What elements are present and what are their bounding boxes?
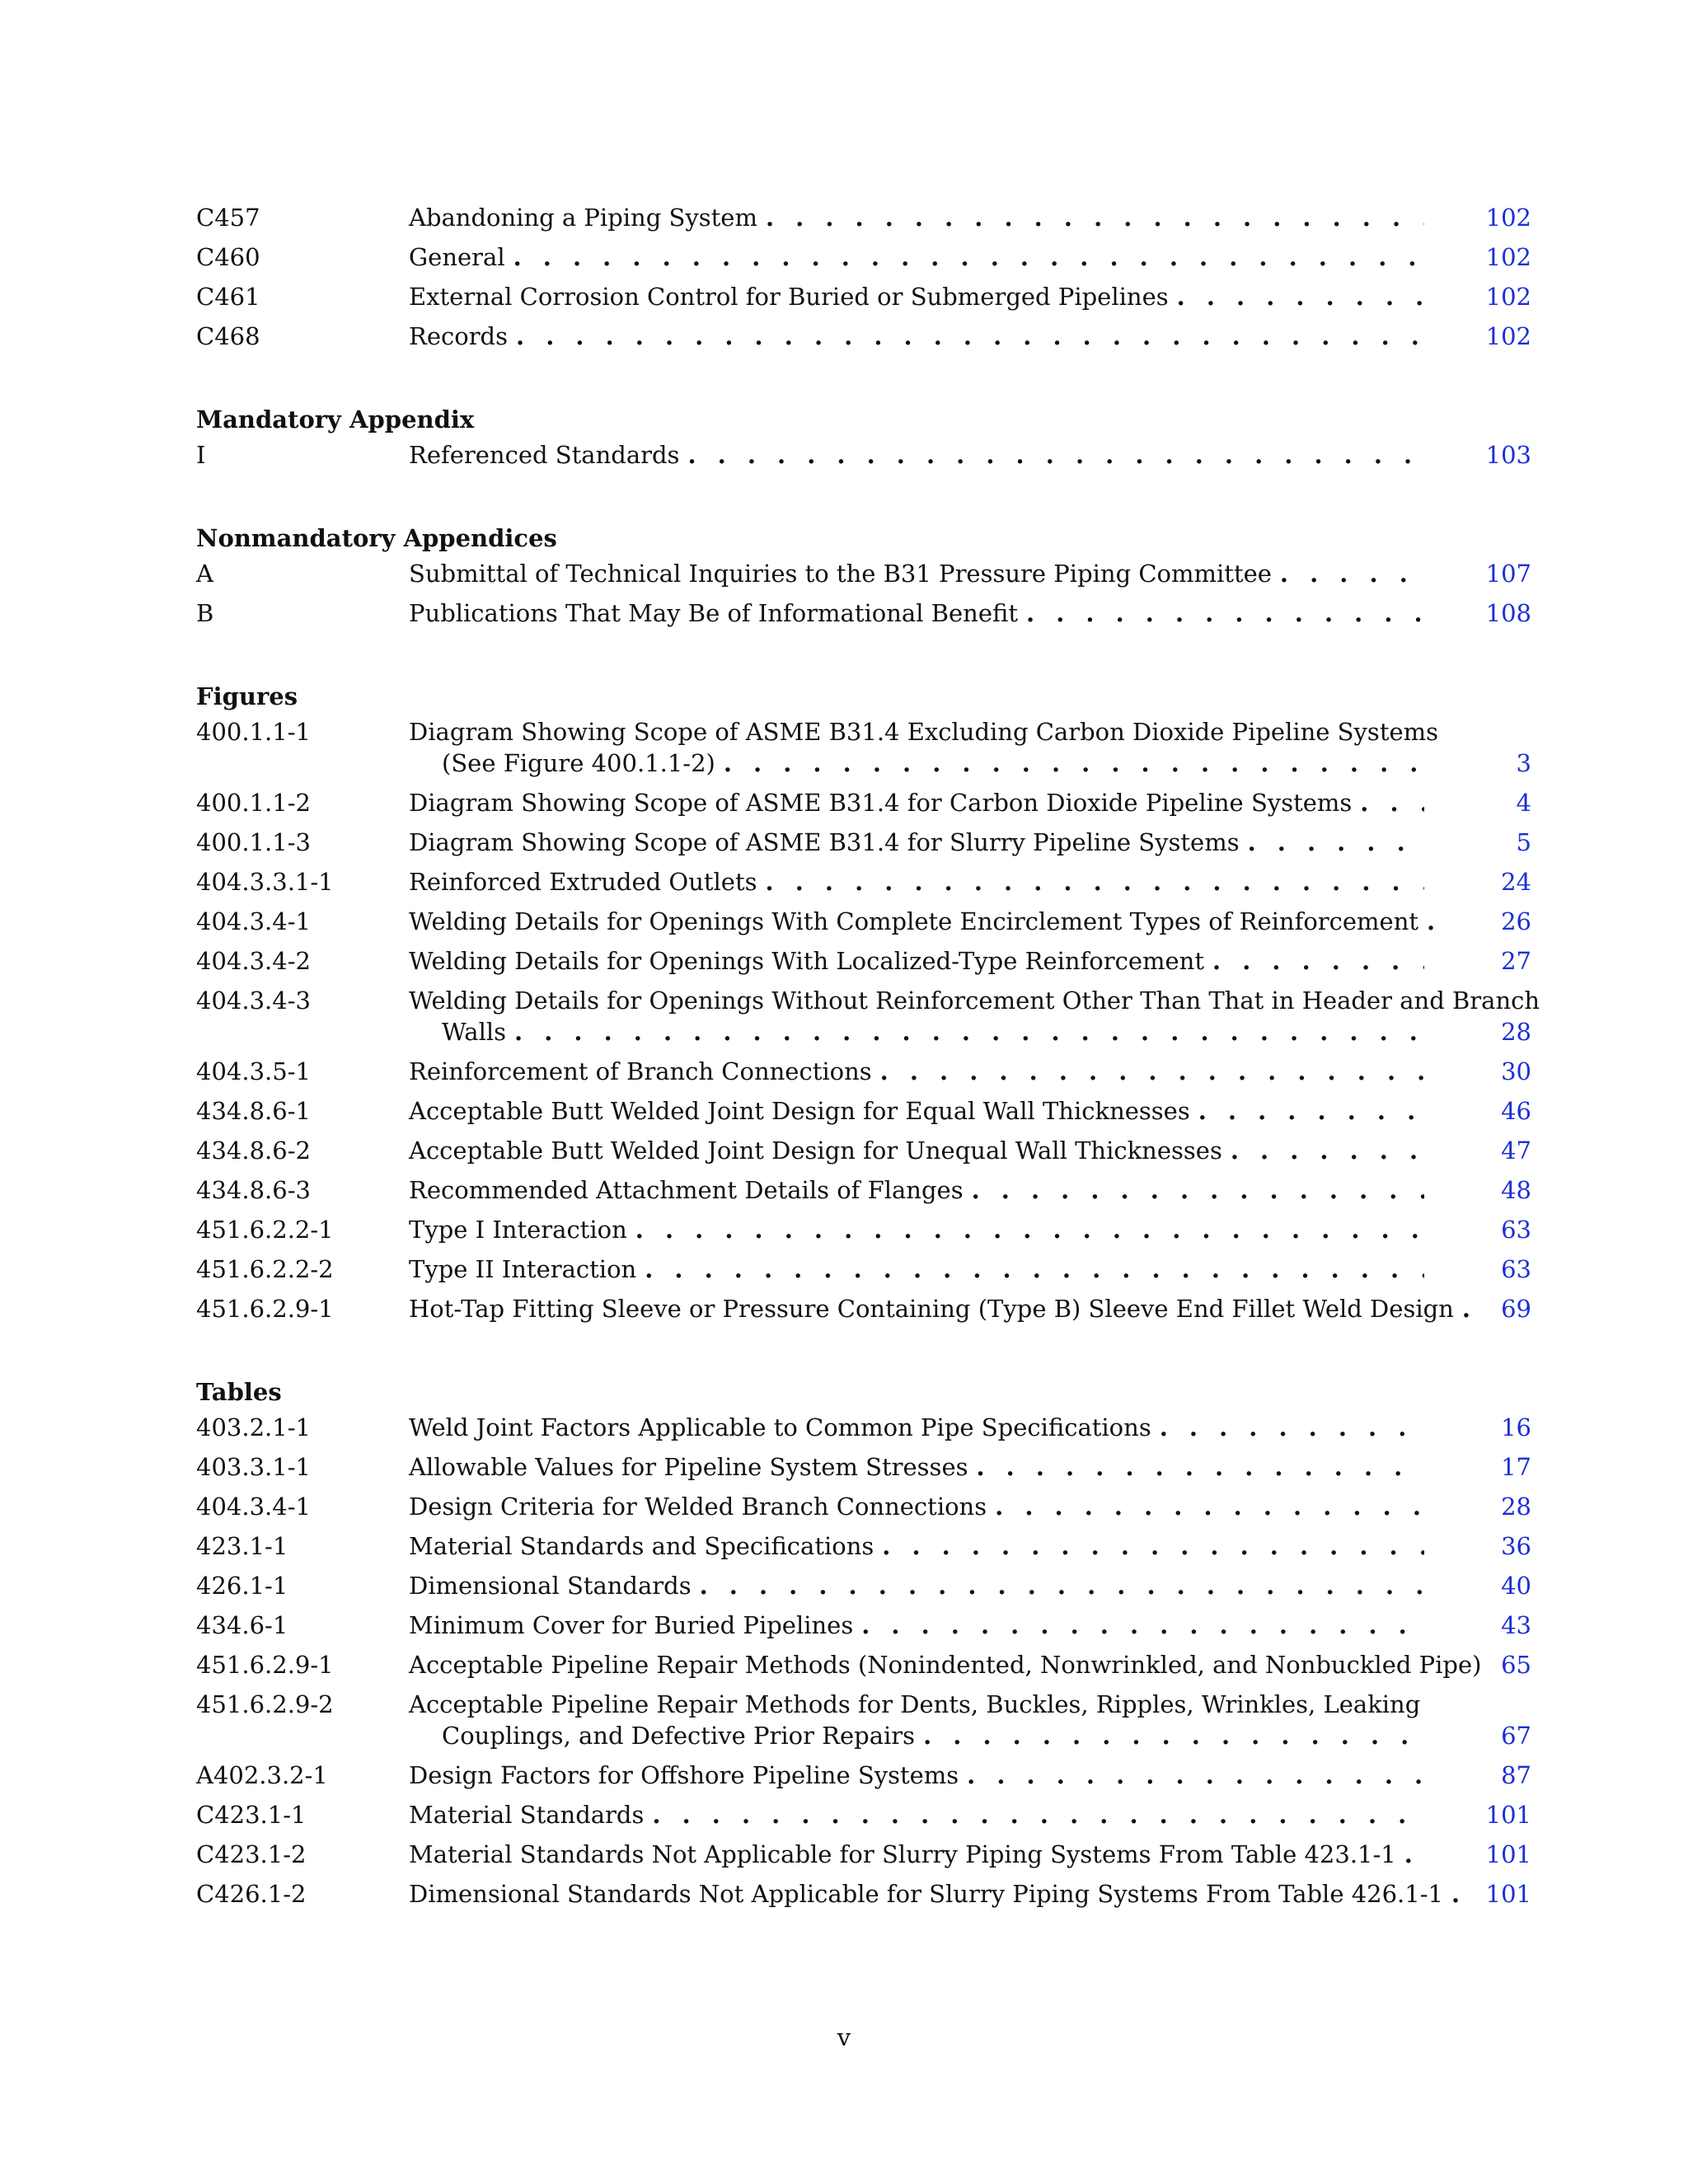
entry-number: 426.1-1 — [196, 1572, 288, 1600]
entry-number: 451.6.2.2-1 — [196, 1216, 334, 1244]
entry-title[interactable]: Acceptable Pipeline Repair Methods for Dents, Buckles, Ripples, Wrinkles, Leaking — [409, 1690, 1421, 1718]
page-number: v — [837, 2023, 851, 2051]
dot-leader — [972, 1174, 1424, 1206]
page-link[interactable]: 63 — [1501, 1216, 1531, 1244]
entry-line — [409, 748, 1432, 779]
entry-line — [409, 1095, 1432, 1127]
entry-number: A — [196, 560, 213, 588]
page-link[interactable]: 5 — [1516, 828, 1531, 856]
entry-body — [409, 1610, 1432, 1641]
entry-title[interactable]: Material Standards Not Applicable for Slurry Piping Systems From Table 423.1-1 — [409, 1840, 1396, 1868]
entry-title[interactable]: Minimum Cover for Buried Pipelines — [409, 1611, 854, 1639]
toc-entry[interactable] — [196, 906, 1531, 945]
entry-line — [409, 787, 1432, 818]
entry-body — [409, 281, 1432, 312]
page-link[interactable]: 43 — [1501, 1611, 1531, 1639]
dot-leader — [766, 866, 1425, 898]
dot-leader — [1160, 1412, 1424, 1443]
page-link[interactable]: 4 — [1516, 789, 1531, 817]
toc-section — [196, 677, 1540, 1333]
entry-line — [409, 1610, 1432, 1641]
entry-title[interactable]: Material Standards and Specifications — [409, 1532, 874, 1560]
toc-entry[interactable] — [196, 827, 1531, 866]
entry-number: 451.6.2.2-2 — [196, 1255, 334, 1283]
entry-number: 400.1.1-1 — [196, 718, 311, 746]
page-link[interactable]: 27 — [1501, 947, 1531, 975]
page-link[interactable]: 47 — [1501, 1137, 1531, 1165]
entry-body — [409, 1878, 1443, 1910]
entry-title[interactable]: Design Criteria for Welded Branch Connections — [409, 1493, 987, 1521]
entry-title[interactable]: Dimensional Standards — [409, 1572, 692, 1600]
dot-leader — [687, 439, 1424, 471]
page-link[interactable]: 67 — [1501, 1722, 1531, 1750]
toc-entry[interactable] — [196, 1689, 1531, 1760]
entry-title[interactable]: Couplings, and Defective Prior Repairs — [442, 1722, 916, 1750]
entry-number: 400.1.1-3 — [196, 828, 311, 856]
entry-number: C460 — [196, 243, 260, 271]
table-of-contents — [196, 202, 1540, 1957]
entry-title[interactable]: Diagram Showing Scope of ASME B31.4 for Carbon Dioxide Pipeline Systems — [409, 789, 1353, 817]
entry-line — [409, 1293, 1454, 1324]
dot-leader — [995, 1491, 1424, 1522]
page-link[interactable]: 87 — [1501, 1761, 1531, 1789]
entry-body — [409, 1570, 1432, 1601]
page-link[interactable]: 103 — [1485, 441, 1531, 469]
entry-line — [409, 1878, 1443, 1910]
toc-entry[interactable] — [196, 1293, 1531, 1333]
entry-body — [409, 827, 1432, 858]
entry-body — [409, 439, 1432, 471]
entry-body — [409, 1799, 1432, 1830]
entry-body — [409, 1760, 1432, 1791]
dot-leader — [1212, 945, 1424, 977]
entry-line — [409, 1570, 1432, 1601]
page-link[interactable]: 36 — [1501, 1532, 1531, 1560]
entry-line — [409, 945, 1432, 977]
entry-line — [409, 1491, 1432, 1522]
toc-entry[interactable] — [196, 281, 1531, 321]
entry-body — [409, 1839, 1432, 1870]
toc-entry[interactable] — [196, 945, 1531, 985]
entry-line — [409, 906, 1432, 937]
dot-leader — [645, 1254, 1424, 1285]
section-heading: Mandatory Appendix — [196, 405, 475, 434]
page-link[interactable]: 24 — [1501, 868, 1531, 896]
toc-entry[interactable] — [196, 241, 1531, 281]
toc-section — [196, 518, 1531, 637]
toc-entry[interactable] — [196, 985, 1540, 1056]
entry-number: 403.3.1-1 — [196, 1453, 311, 1481]
toc-entry[interactable] — [196, 1174, 1531, 1214]
entry-line — [409, 321, 1432, 352]
entry-title[interactable]: Acceptable Butt Welded Joint Design for Unequal Wall Thicknesses — [409, 1137, 1222, 1165]
entry-title[interactable]: Reinforcement of Branch Connections — [409, 1057, 872, 1085]
entry-body — [409, 1135, 1432, 1166]
entry-number: 434.6-1 — [196, 1611, 288, 1639]
page-link[interactable]: 28 — [1501, 1493, 1531, 1521]
page-link[interactable]: 108 — [1485, 599, 1531, 627]
toc-entry[interactable] — [196, 1649, 1531, 1689]
entry-body — [409, 866, 1432, 898]
entry-body — [409, 1293, 1454, 1324]
section-heading: Figures — [196, 682, 298, 710]
entry-number: C468 — [196, 322, 260, 350]
entry-number: 404.3.5-1 — [196, 1057, 311, 1085]
page-link[interactable]: 102 — [1485, 204, 1531, 232]
entry-body — [409, 1689, 1432, 1751]
entry-title[interactable]: Publications That May Be of Informational Benefit — [409, 599, 1019, 627]
section-heading: Tables — [196, 1378, 282, 1406]
entry-title[interactable]: Type II Interaction — [409, 1255, 637, 1283]
entry-title[interactable]: Records — [409, 322, 509, 350]
entry-body — [409, 1412, 1432, 1443]
entry-number: B — [196, 599, 214, 627]
page-link[interactable]: 26 — [1501, 907, 1531, 935]
toc-entry[interactable] — [196, 202, 1531, 241]
entry-number: 434.8.6-2 — [196, 1137, 311, 1165]
entry-line — [409, 866, 1432, 898]
entry-line — [409, 202, 1432, 233]
toc-entry[interactable] — [196, 1451, 1531, 1491]
dot-leader — [700, 1570, 1424, 1601]
entry-line — [409, 1016, 1432, 1047]
dot-leader — [861, 1610, 1424, 1641]
toc-entry[interactable] — [196, 1491, 1531, 1530]
entry-line — [409, 1412, 1432, 1443]
page-link[interactable]: 17 — [1501, 1453, 1531, 1481]
entry-line — [409, 1689, 1432, 1720]
entry-title[interactable]: Weld Joint Factors Applicable to Common Pipe Specifications — [409, 1413, 1151, 1441]
entry-title[interactable]: Welding Details for Openings With Localized-Type Reinforcement — [409, 947, 1205, 975]
entry-body — [409, 1056, 1432, 1087]
toc-entry[interactable] — [196, 1839, 1531, 1878]
entry-line — [409, 439, 1432, 471]
entry-number: C426.1-2 — [196, 1880, 307, 1908]
page-link[interactable]: 63 — [1501, 1255, 1531, 1283]
entry-line — [409, 1174, 1432, 1206]
page-link[interactable]: 101 — [1485, 1801, 1531, 1829]
entry-title[interactable]: Diagram Showing Scope of ASME B31.4 Excluding Carbon Dioxide Pipeline Systems — [409, 718, 1439, 746]
entry-title[interactable]: Design Factors for Offshore Pipeline Systems — [409, 1761, 959, 1789]
entry-number: 404.3.4-3 — [196, 987, 311, 1015]
toc-section — [196, 202, 1531, 360]
entry-body — [409, 716, 1439, 779]
dot-leader — [1026, 598, 1424, 629]
entry-title[interactable]: Recommended Attachment Details of Flanges — [409, 1176, 964, 1204]
page-link[interactable]: 69 — [1501, 1295, 1531, 1323]
toc-entry[interactable] — [196, 1878, 1531, 1918]
entry-line — [409, 1451, 1432, 1483]
page-link[interactable]: 101 — [1485, 1840, 1531, 1868]
entry-body — [409, 598, 1432, 629]
page-link[interactable]: 40 — [1501, 1572, 1531, 1600]
entry-line — [409, 1056, 1432, 1087]
dot-leader — [513, 241, 1424, 273]
entry-body — [409, 1174, 1432, 1206]
entry-title[interactable]: Acceptable Pipeline Repair Methods (Nonindented, Nonwrinkled, and Nonbuckled Pipe) — [409, 1651, 1482, 1679]
page-link[interactable]: 102 — [1485, 243, 1531, 271]
entry-title[interactable]: Abandoning a Piping System — [409, 204, 757, 232]
dot-leader — [976, 1451, 1424, 1483]
entry-line — [409, 1799, 1432, 1830]
entry-title[interactable]: Allowable Values for Pipeline System Stresses — [409, 1453, 968, 1481]
entry-title[interactable]: Welding Details for Openings Without Reinforcement Other Than That in Header and Branch — [409, 987, 1540, 1015]
toc-entry[interactable] — [196, 321, 1531, 360]
dot-leader — [1280, 558, 1424, 589]
dot-leader — [1177, 281, 1424, 312]
entry-number: 404.3.3.1-1 — [196, 868, 334, 896]
dot-leader — [766, 202, 1424, 233]
page-link[interactable]: 48 — [1501, 1176, 1531, 1204]
dot-leader — [967, 1760, 1424, 1791]
dot-leader — [652, 1799, 1424, 1830]
dot-leader — [1404, 1839, 1424, 1870]
entry-title[interactable]: Acceptable Butt Welded Joint Design for Equal Wall Thicknesses — [409, 1097, 1190, 1125]
entry-line — [409, 1720, 1432, 1751]
toc-entry[interactable] — [196, 1095, 1531, 1135]
entry-title[interactable]: Reinforced Extruded Outlets — [409, 868, 757, 896]
entry-number: C423.1-1 — [196, 1801, 307, 1829]
toc-entry[interactable] — [196, 598, 1531, 637]
entry-line — [409, 558, 1432, 589]
entry-title[interactable]: Referenced Standards — [409, 441, 680, 469]
page-link[interactable]: 16 — [1501, 1413, 1531, 1441]
entry-line — [409, 1135, 1432, 1166]
toc-entry[interactable] — [196, 1254, 1531, 1293]
dot-leader — [880, 1056, 1424, 1087]
dot-leader — [1231, 1135, 1424, 1166]
entry-number: I — [196, 441, 206, 469]
dot-leader — [1248, 827, 1424, 858]
page-link[interactable]: 28 — [1501, 1018, 1531, 1046]
toc-entry[interactable] — [196, 1135, 1531, 1174]
dot-leader — [516, 321, 1424, 352]
entry-number: 451.6.2.9-2 — [196, 1690, 334, 1718]
entry-line — [409, 241, 1432, 273]
entry-number: 434.8.6-1 — [196, 1097, 311, 1125]
entry-line — [409, 1839, 1432, 1870]
entry-body — [409, 1254, 1432, 1285]
toc-entry[interactable] — [196, 787, 1531, 827]
dot-leader — [923, 1720, 1424, 1751]
page-link[interactable]: 107 — [1485, 560, 1531, 588]
entry-line — [409, 827, 1432, 858]
entry-line — [409, 281, 1432, 312]
toc-entry[interactable] — [196, 716, 1531, 787]
entry-title[interactable]: External Corrosion Control for Buried or Submerged Pipelines — [409, 283, 1169, 311]
toc-entry[interactable] — [196, 866, 1531, 906]
page-link[interactable]: 102 — [1485, 322, 1531, 350]
entry-body — [409, 1095, 1432, 1127]
entry-number: 434.8.6-3 — [196, 1176, 311, 1204]
entry-number: 400.1.1-2 — [196, 789, 311, 817]
toc-entry[interactable] — [196, 1056, 1531, 1095]
toc-section — [196, 1372, 1531, 1918]
entry-number: A402.3.2-1 — [196, 1761, 328, 1789]
entry-title[interactable]: Walls — [442, 1018, 507, 1046]
entry-number: C457 — [196, 204, 260, 232]
entry-number: 451.6.2.9-1 — [196, 1295, 334, 1323]
entry-line — [409, 716, 1439, 748]
entry-number: 404.3.4-1 — [196, 907, 311, 935]
dot-leader — [882, 1530, 1424, 1562]
page-link[interactable]: 102 — [1485, 283, 1531, 311]
entry-number: 404.3.4-2 — [196, 947, 311, 975]
entry-title[interactable]: (See Figure 400.1.1-2) — [442, 749, 715, 777]
entry-body — [409, 1491, 1432, 1522]
page-link[interactable]: 46 — [1501, 1097, 1531, 1125]
entry-title[interactable]: Dimensional Standards Not Applicable for Slurry Piping Systems From Table 426.1-1 — [409, 1880, 1443, 1908]
entry-body — [409, 558, 1432, 589]
entry-number: 404.3.4-1 — [196, 1493, 311, 1521]
entry-line — [409, 985, 1540, 1016]
entry-line — [409, 1760, 1432, 1791]
entry-line — [409, 598, 1432, 629]
page-link[interactable]: 65 — [1501, 1651, 1531, 1679]
entry-body — [409, 1530, 1432, 1562]
toc-entry[interactable] — [196, 1214, 1531, 1254]
entry-line — [409, 1214, 1432, 1245]
toc-section — [196, 400, 1531, 479]
dot-leader — [1198, 1095, 1424, 1127]
entry-body — [409, 1649, 1482, 1680]
entry-body — [409, 1451, 1432, 1483]
entry-number: C423.1-2 — [196, 1840, 307, 1868]
entry-line — [409, 1649, 1482, 1680]
dot-leader — [1360, 787, 1424, 818]
entry-body — [409, 945, 1432, 977]
section-heading: Nonmandatory Appendices — [196, 524, 557, 552]
entry-number: 451.6.2.9-1 — [196, 1651, 334, 1679]
entry-title[interactable]: Diagram Showing Scope of ASME B31.4 for Slurry Pipeline Systems — [409, 828, 1240, 856]
entry-title[interactable]: Type I Interaction — [409, 1216, 627, 1244]
entry-number: C461 — [196, 283, 260, 311]
entry-title[interactable]: Welding Details for Openings With Complete Encirclement Types of Reinforcement — [409, 907, 1419, 935]
entry-title[interactable]: Hot-Tap Fitting Sleeve or Pressure Containing (Type B) Sleeve End Fillet Weld Design — [409, 1295, 1454, 1323]
dot-leader — [635, 1214, 1424, 1245]
entry-body — [409, 202, 1432, 233]
entry-title[interactable]: Material Standards — [409, 1801, 645, 1829]
toc-entry[interactable] — [196, 1760, 1531, 1799]
entry-body — [409, 787, 1432, 818]
entry-body — [409, 321, 1432, 352]
entry-body — [409, 1214, 1432, 1245]
toc-entry[interactable] — [196, 1610, 1531, 1649]
entry-body — [409, 906, 1432, 937]
entry-number: 423.1-1 — [196, 1532, 288, 1560]
toc-entry[interactable] — [196, 439, 1531, 479]
page-link[interactable]: 101 — [1485, 1880, 1531, 1908]
entry-number: 403.2.1-1 — [196, 1413, 311, 1441]
page-link[interactable]: 3 — [1516, 749, 1531, 777]
toc-entry[interactable] — [196, 1799, 1531, 1839]
toc-entry[interactable] — [196, 1570, 1531, 1610]
toc-entry[interactable] — [196, 1530, 1531, 1570]
toc-entry[interactable] — [196, 558, 1531, 598]
entry-line — [409, 1530, 1432, 1562]
entry-title[interactable]: General — [409, 243, 505, 271]
page-link[interactable]: 30 — [1501, 1057, 1531, 1085]
entry-title[interactable]: Submittal of Technical Inquiries to the B31 Pressure Piping Committee — [409, 560, 1272, 588]
dot-leader — [724, 748, 1424, 779]
entry-body — [409, 241, 1432, 273]
entry-line — [409, 1254, 1432, 1285]
toc-entry[interactable] — [196, 1412, 1531, 1451]
dot-leader — [514, 1016, 1424, 1047]
